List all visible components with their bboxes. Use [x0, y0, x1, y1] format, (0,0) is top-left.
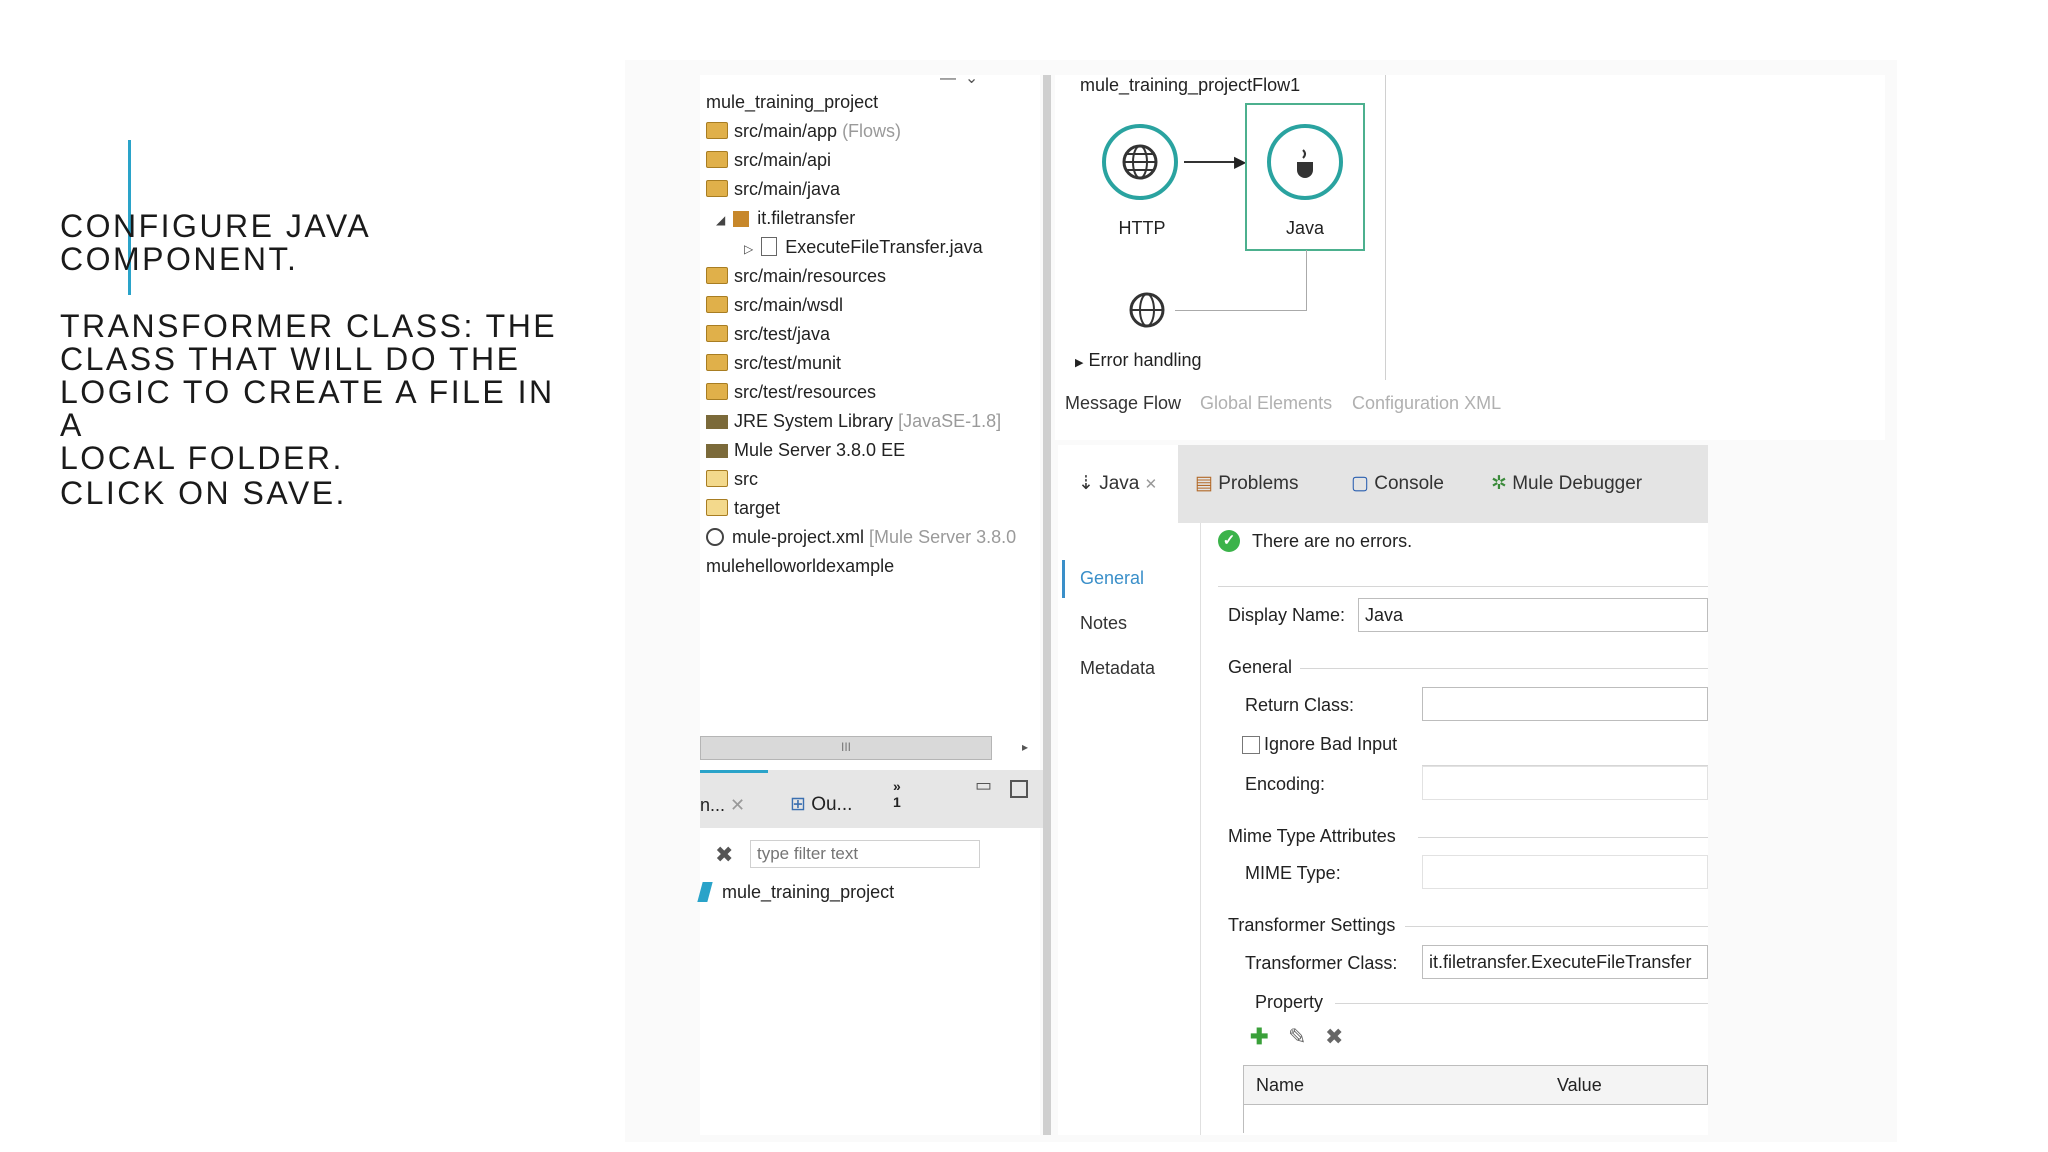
group-line — [1405, 926, 1708, 927]
encoding-label: Encoding: — [1245, 774, 1326, 794]
tab-problems-label: Problems — [1218, 473, 1299, 494]
tab-outline-label: Ou... — [811, 794, 853, 815]
tab-outline[interactable] — [790, 793, 852, 816]
tree-item-label: src/main/resources — [734, 266, 887, 286]
tree-item-sub: (Flows) — [842, 121, 902, 141]
tree-item-label: it.filetransfer — [757, 208, 856, 228]
slide-body — [60, 310, 560, 475]
tree-item[interactable] — [706, 148, 831, 172]
outline-icon: ⊞ — [790, 794, 806, 815]
coffee-icon — [1271, 128, 1339, 196]
tree-item[interactable] — [706, 119, 901, 143]
package-explorer — [700, 75, 1040, 1135]
tree-item-label: src/test/java — [734, 324, 831, 344]
tree-item[interactable] — [706, 322, 830, 346]
table-value-column[interactable]: Value — [1557, 1075, 1602, 1095]
close-icon[interactable]: ✕ — [730, 795, 746, 815]
explorer-minimize-icon[interactable]: — ⌄ — [940, 70, 979, 87]
tab-mule-debugger[interactable] — [1491, 445, 1642, 523]
table-name-column[interactable]: Name — [1256, 1075, 1305, 1095]
side-tab-notes[interactable]: Notes — [1080, 613, 1128, 633]
folder-icon — [706, 180, 728, 197]
tree-item-label: src/main/java — [734, 179, 841, 199]
library-icon — [706, 415, 728, 429]
property-table-header — [1243, 1065, 1708, 1105]
mule-project-icon — [697, 882, 712, 902]
tab-java-label: Java — [1099, 473, 1140, 494]
tree-project-second[interactable]: mulehelloworldexample — [706, 556, 895, 576]
outline-project[interactable] — [700, 880, 894, 904]
minimize-icon[interactable]: ▭ — [975, 775, 993, 795]
tree-item[interactable] — [706, 264, 886, 288]
tab-problems[interactable] — [1195, 445, 1298, 523]
scroll-thumb-grip: III — [840, 740, 851, 754]
return-class-label: Return Class: — [1245, 695, 1355, 715]
slide-title — [60, 210, 560, 276]
display-name-label: Display Name: — [1228, 605, 1346, 625]
tree-item-label: src/test/resources — [734, 382, 877, 402]
tab-navigator[interactable] — [700, 795, 745, 816]
tree-item[interactable] — [706, 438, 905, 462]
tree-item-label: src/test/munit — [734, 353, 842, 373]
tab-mule-debugger-label: Mule Debugger — [1512, 473, 1643, 494]
tab-console-label: Console — [1374, 473, 1444, 494]
ignore-bad-input-label: Ignore Bad Input — [1264, 734, 1398, 754]
tab-overflow[interactable] — [893, 778, 901, 810]
flow-canvas — [1055, 75, 1885, 440]
outline-project-label: mule_training_project — [722, 882, 895, 902]
tab-configuration-xml[interactable]: Configuration XML — [1352, 393, 1502, 413]
filter-input[interactable] — [750, 840, 980, 868]
collapse-triangle-icon[interactable]: ▷ — [744, 242, 754, 256]
arrow-right-icon: ▶ — [1234, 154, 1247, 171]
side-tab-general[interactable]: General — [1080, 568, 1145, 588]
debugger-icon: ✲ — [1491, 473, 1507, 494]
tab-java[interactable] — [1058, 445, 1178, 523]
error-handling-label: Error handling — [1088, 350, 1202, 370]
check-circle-icon: ✓ — [1218, 530, 1240, 552]
java-file-icon — [761, 237, 777, 256]
overflow-count: 1 — [893, 794, 901, 810]
tree-item-label: mule-project.xml — [732, 527, 865, 547]
flow-title: mule_training_projectFlow1 — [1080, 75, 1301, 95]
mime-type-label: MIME Type: — [1245, 863, 1341, 883]
slide-title-line-2: COMPONENT. — [60, 241, 299, 277]
status-message: There are no errors. — [1252, 531, 1413, 551]
tab-navigator-label: n... — [700, 795, 726, 815]
tree-item[interactable] — [706, 409, 1001, 433]
overflow-chevron-icon: » — [893, 778, 901, 794]
transformer-class-input[interactable]: it.filetransfer.ExecuteFileTransfer — [1422, 945, 1708, 979]
console-icon: ▢ — [1351, 473, 1369, 494]
encoding-select[interactable] — [1422, 766, 1708, 800]
tree-item[interactable] — [706, 467, 758, 491]
group-line — [1218, 586, 1708, 587]
flow-boundary — [1385, 75, 1386, 380]
flow-connector — [1184, 161, 1240, 163]
display-name-input[interactable]: Java — [1358, 598, 1708, 632]
tree-item-label: JRE System Library — [734, 411, 894, 431]
slide-body-line-4: LOCAL FOLDER. — [60, 440, 344, 476]
java-node[interactable] — [1267, 124, 1343, 200]
java-node-label: Java — [1285, 218, 1325, 238]
tree-item-label: Mule Server 3.8.0 EE — [734, 440, 906, 460]
tree-item[interactable] — [706, 525, 1016, 549]
mime-type-select[interactable] — [1422, 855, 1708, 889]
ignore-bad-input-checkbox[interactable] — [1242, 736, 1260, 754]
slide-body-line-3: LOGIC TO CREATE A FILE IN A — [60, 374, 555, 443]
http-node-label: HTTP — [1118, 218, 1166, 238]
group-line — [1335, 1003, 1708, 1004]
folder-icon — [706, 383, 728, 400]
add-icon[interactable]: ✚ — [1250, 1024, 1269, 1049]
side-tab-indicator — [1062, 560, 1065, 598]
library-icon — [706, 444, 728, 458]
tree-item[interactable] — [716, 206, 855, 230]
tree-item-label: ExecuteFileTransfer.java — [785, 237, 983, 257]
tab-global-elements[interactable]: Global Elements — [1200, 393, 1333, 413]
tree-project-root[interactable]: mule_training_project — [706, 92, 879, 112]
tree-item[interactable] — [706, 177, 840, 201]
transformer-group-label: Transformer Settings — [1228, 915, 1396, 935]
folder-icon — [706, 354, 728, 371]
folder-icon — [706, 151, 728, 168]
tree-item[interactable] — [706, 293, 843, 317]
gear-icon — [706, 528, 724, 546]
java-tab-icon: ⇣ — [1078, 473, 1094, 494]
tree-item-label: target — [734, 498, 781, 518]
side-tab-metadata[interactable]: Metadata — [1080, 658, 1156, 678]
properties-tab-bar — [1058, 445, 1708, 523]
http-node[interactable] — [1102, 124, 1178, 200]
tree-item-label: src/main/api — [734, 150, 832, 170]
edit-icon[interactable]: ✎ — [1288, 1024, 1307, 1049]
horizontal-scrollbar[interactable] — [700, 736, 992, 760]
return-class-input[interactable] — [1422, 687, 1708, 721]
pane-separator[interactable] — [1043, 75, 1051, 1135]
folder-icon — [706, 267, 728, 284]
tree-item[interactable] — [706, 496, 780, 520]
problems-icon: ▤ — [1195, 473, 1213, 494]
transformer-class-label: Transformer Class: — [1245, 953, 1398, 973]
folder-icon — [706, 296, 728, 313]
mime-group-label: Mime Type Attributes — [1228, 826, 1396, 846]
delete-icon[interactable]: ✖ — [1325, 1024, 1344, 1049]
source-line — [1175, 310, 1307, 311]
close-icon[interactable]: ✕ — [1144, 476, 1158, 493]
slide-body-line-1: TRANSFORMER CLASS: THE — [60, 308, 558, 344]
folder-icon — [706, 499, 728, 516]
tab-message-flow[interactable]: Message Flow — [1065, 393, 1182, 413]
tree-item[interactable] — [744, 235, 983, 259]
tree-item-label: src/main/wsdl — [734, 295, 844, 315]
property-group-label: Property — [1255, 992, 1324, 1012]
general-group-label: General — [1228, 657, 1293, 677]
folder-icon — [706, 325, 728, 342]
expand-triangle-icon: ▶ — [1075, 357, 1084, 369]
error-handling-toggle[interactable] — [1075, 350, 1202, 371]
expand-triangle-icon[interactable]: ◢ — [716, 213, 726, 227]
slide-body-line-2: CLASS THAT WILL DO THE — [60, 341, 521, 377]
slide-title-line-1: CONFIGURE JAVA — [60, 208, 372, 244]
folder-icon — [706, 470, 728, 487]
clear-filter-icon[interactable]: ✖ — [715, 842, 734, 867]
globe-icon — [1125, 288, 1169, 332]
tree-item-label: src/main/app — [734, 121, 838, 141]
slide-footer: CLICK ON SAVE. — [60, 475, 347, 511]
package-icon — [733, 211, 749, 227]
source-globe-node[interactable] — [1125, 288, 1169, 337]
table-border — [1243, 1105, 1244, 1133]
tab-console[interactable] — [1351, 445, 1444, 523]
tree-item-sub: [JavaSE-1.8] — [898, 411, 1002, 431]
group-line — [1418, 837, 1708, 838]
selected-tab-indicator — [700, 770, 768, 773]
maximize-icon[interactable] — [1010, 780, 1028, 798]
globe-icon — [1106, 128, 1174, 196]
tree-item[interactable] — [706, 351, 841, 375]
folder-icon — [706, 122, 728, 139]
tree-item-sub: [Mule Server 3.8.0 — [869, 527, 1017, 547]
source-line — [1306, 250, 1307, 310]
properties-divider — [1200, 523, 1201, 1135]
scroll-right-arrow-icon[interactable]: ▸ — [1022, 740, 1029, 754]
tree-item-label: src — [734, 469, 758, 489]
tree-item[interactable] — [706, 380, 876, 404]
group-line — [1300, 668, 1708, 669]
